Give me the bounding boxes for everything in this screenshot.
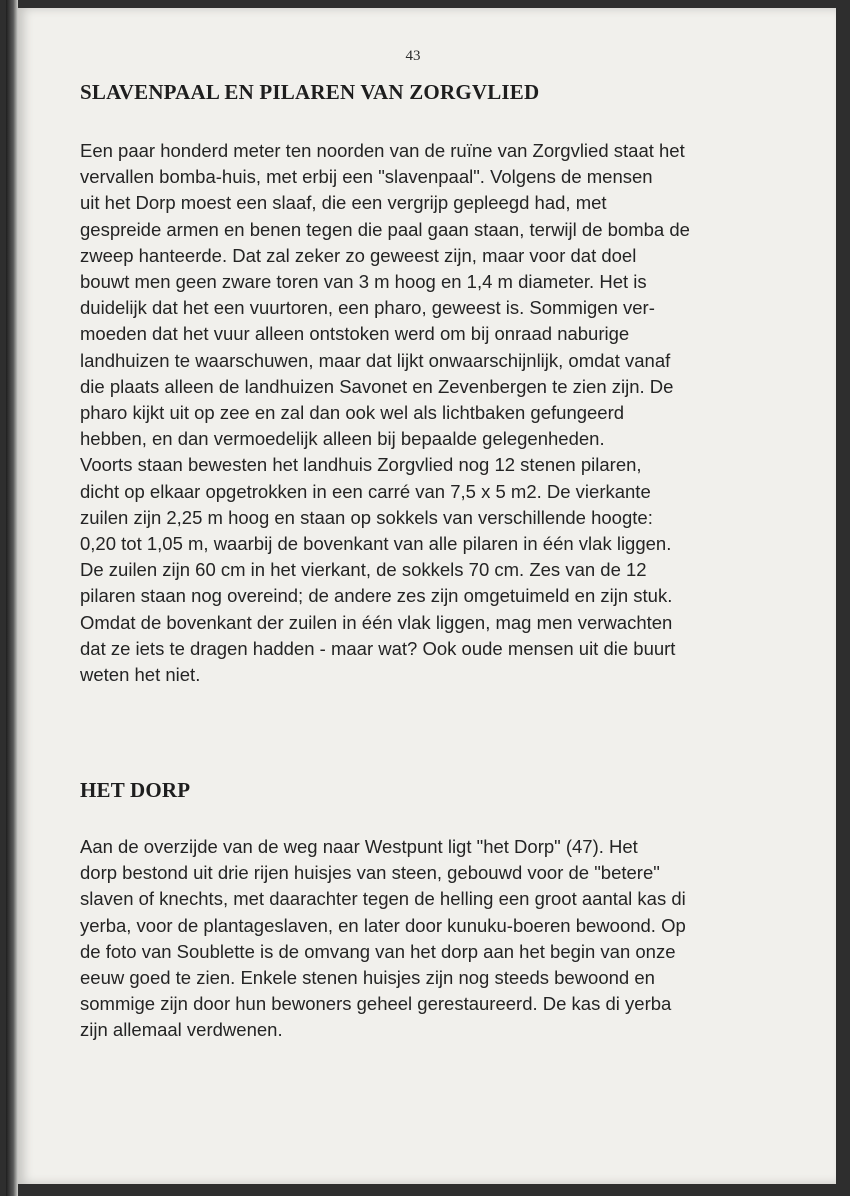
text-line: eeuw goed te zien. Enkele stenen huisjes zijn nog steeds bewoond en [80,967,655,989]
page-number: 43 [405,48,421,64]
text-line: 0,20 tot 1,05 m, waarbij de bovenkant van alle pilaren in één vlak liggen. [80,533,672,555]
text-line: dorp bestond uit drie rijen huisjes van steen, gebouwd voor de "betere" [80,862,660,884]
text-line: De zuilen zijn 60 cm in het vierkant, de sokkels 70 cm. Zes van de 12 [80,559,647,581]
text-line: weten het niet. [80,664,201,686]
text-line: pharo kijkt uit op zee en zal dan ook wel als lichtbaken gefungeerd [80,402,625,424]
text-line: pilaren staan nog overeind; de andere zes zijn omgetuimeld en zijn stuk. [80,585,673,607]
text-line: Voorts staan bewesten het landhuis Zorgvlied nog 12 stenen pilaren, [80,454,642,476]
text-line: vervallen bomba-huis, met erbij een "slavenpaal". Volgens de mensen [80,166,653,188]
text-line: zijn allemaal verdwenen. [80,1019,283,1041]
section-heading-het-dorp: HET DORP [80,778,191,802]
text-line: landhuizen te waarschuwen, maar dat lijkt onwaarschijnlijk, omdat vanaf [80,349,671,371]
section-heading-slavenpaal: SLAVENPAAL EN PILAREN VAN ZORGVLIED [80,80,540,104]
text-line: yerba, voor de plantageslaven, en later door kunuku-boeren bewoond. Op [80,914,686,936]
text-line: hebben, en dan vermoedelijk alleen bij bepaalde gelegenheden. [80,428,605,450]
text-line: Een paar honderd meter ten noorden van de ruïne van Zorgvlied staat het [80,140,685,161]
text-line: bouwt men geen zware toren van 3 m hoog en 1,4 m diameter. Het is [80,271,647,293]
text-line: dicht op elkaar opgetrokken in een carré van 7,5 x 5 m2. De vierkante [80,480,651,502]
text-line: slaven of knechts, met daarachter tegen de helling een groot aantal kas di [80,888,686,910]
text-line: de foto van Soublette is de omvang van het dorp aan het begin van onze [80,940,676,962]
text-line: moeden dat het vuur alleen ontstoken werd om bij onraad naburige [80,323,630,345]
text-line: die plaats alleen de landhuizen Savonet en Zevenbergen te zien zijn. De [80,375,674,397]
text-line: sommige zijn door hun bewoners geheel gerestaureerd. De kas di yerba [80,993,672,1015]
text-line: uit het Dorp moest een slaaf, die een vergrijp gepleegd had, met [80,192,607,214]
text-line: Aan de overzijde van de weg naar Westpunt ligt "het Dorp" (47). Het [80,836,638,857]
book-spine-shadow [6,0,18,1196]
text-line: zuilen zijn 2,25 m hoog en staan op sokkels van verschillende hoogte: [80,506,653,528]
section-body-slavenpaal [80,138,780,688]
page-sheet [18,8,836,1184]
text-line: gespreide armen en benen tegen die paal gaan staan, terwijl de bomba de [80,218,690,240]
text-line: duidelijk dat het een vuurtoren, een pharo, geweest is. Sommigen ver- [80,297,655,319]
text-line: zweep hanteerde. Dat zal zeker zo geweest zijn, maar voor dat doel [80,244,637,266]
section-body-het-dorp [80,834,780,1044]
text-line: dat ze iets te dragen hadden - maar wat? Ook oude mensen uit die buurt [80,637,676,659]
text-line: Omdat de bovenkant der zuilen in één vlak liggen, mag men verwachten [80,611,673,633]
